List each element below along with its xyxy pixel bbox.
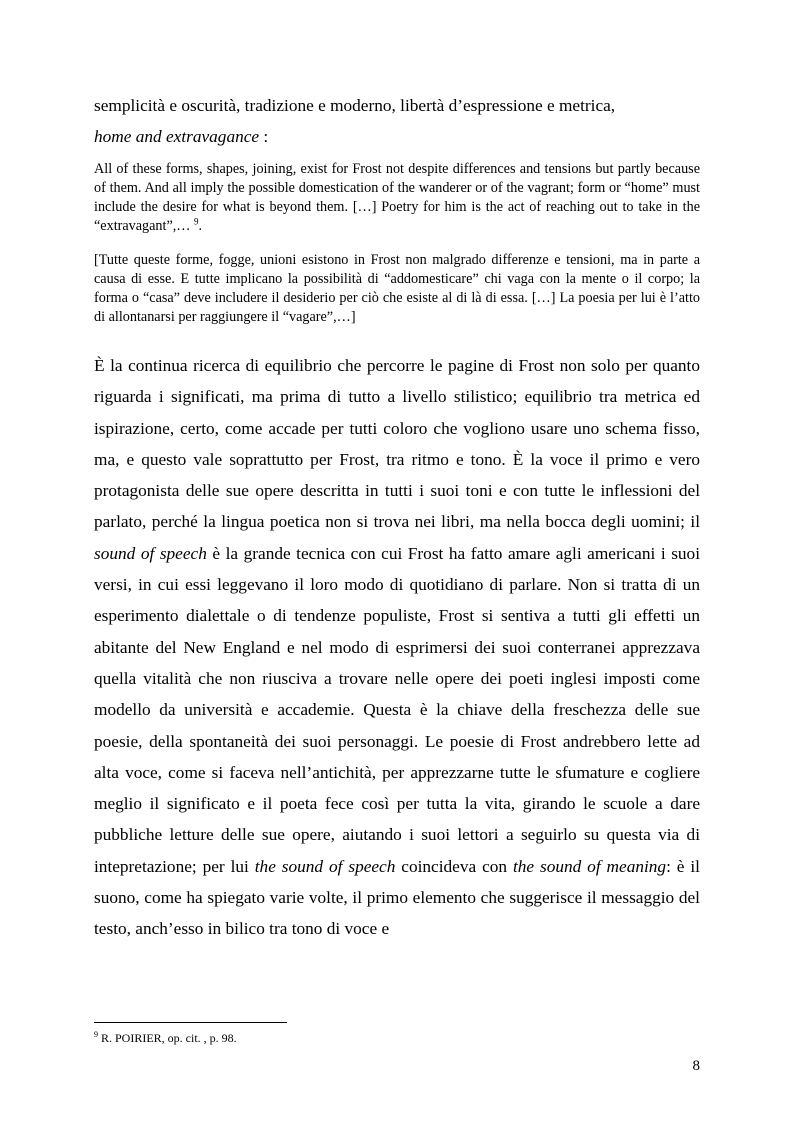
footnote — [94, 1030, 494, 1046]
main-text-part3: coincideva con — [395, 856, 513, 876]
main-text-part2: è la grande tecnica con cui Frost ha fatto amare agli americani i suoi versi, in cui essi leggevano il loro modo di quotidiano di parlare. Non si tratta di un esperimento dialettale o di tendenze populiste, Frost si sentiva a tutti gli effetti un abitante del New England e nel modo di esprimersi dei suoi conterranei apprezzava quella vitalità che non riusciva a trovare nelle opere dei poeti inglesi imposti come modello da università e accademie. Questa è la chiave della freschezza delle sue poesie, della spontaneità dei suoi personaggi. Le poesie di Frost andrebbero lette ad alta voce, come si faceva nell’antichità, per apprezzarne tutte le sfumature e cogliere meglio il significato e il poeta fece così per tutta la vita, girando le scuole a dare pubbliche letture delle sue opere, aiutando i suoi lettori a seguirlo su questa via di intepretazione; per lui — [94, 543, 700, 876]
main-text-part1: È la continua ricerca di equilibrio che percorre le pagine di Frost non solo per quanto riguarda i significati, ma prima di tutto a livello stilistico; equilibrio tra metrica ed ispirazione, certo, come accade per tutti coloro che vogliono usare uno schema fisso, ma, e questo vale soprattutto per Frost, tra ritmo e tono. È la voce il primo e vero protagonista delle sue opere descritta in tutti i suoi toni e con tutte le inflessioni del parlato, perché la lingua poetica non si trova nei libri, ma nella bocca degli uomini; il — [94, 356, 700, 532]
intro-italic-phrase: home and extravagance — [94, 127, 260, 146]
page-number: 8 — [692, 1058, 700, 1074]
english-quote-text: All of these forms, shapes, joining, exist for Frost not despite differences and tensions but partly because of them. And all imply the possible domestication of the wanderer or of the vagrant; form or “home” must include the desire for what is beyond them. […] Poetry for him is the act of reaching out to take in the “extravagant”,… — [94, 161, 700, 234]
main-paragraph — [94, 350, 700, 945]
footnote-number: 9 — [94, 1030, 98, 1039]
italian-translation-text: [Tutte queste forme, fogge, unioni esistono in Frost non malgrado differenze e tensioni, ma in parte a causa di esse. E tutte implicano la possibilità di “addomesticare” chi vaga con la mente o il corpo; la forma o “casa” deve includere il desiderio per ciò che esiste al di là di essa. […] La poesia per lui è l’atto di allontanarsi per raggiungere il “vagare”,…] — [94, 252, 700, 325]
english-quote — [94, 160, 700, 236]
intro-paragraph — [94, 90, 700, 152]
main-italic-the-sound-of-speech: the sound of speech — [254, 856, 396, 876]
main-text-part4: : è il suono, come ha spiegato varie volte, il primo elemento che suggerisce il messaggio del testo, anch’esso in bilico tra tono di voce e — [94, 856, 700, 939]
footnote-reference[interactable]: 9 — [194, 216, 199, 227]
footnote-text: R. POIRIER, op. cit. , p. 98. — [98, 1031, 237, 1045]
footnote-divider — [94, 1022, 287, 1023]
main-italic-sound-of-speech: sound of speech — [94, 543, 207, 563]
intro-colon: : — [259, 127, 269, 146]
english-quote-end: . — [198, 218, 203, 234]
main-italic-sound-of-meaning: the sound of meaning — [512, 856, 667, 876]
italian-translation — [94, 251, 700, 327]
intro-text: semplicità e oscurità, tradizione e moderno, libertà d’espressione e metrica, — [94, 96, 616, 115]
